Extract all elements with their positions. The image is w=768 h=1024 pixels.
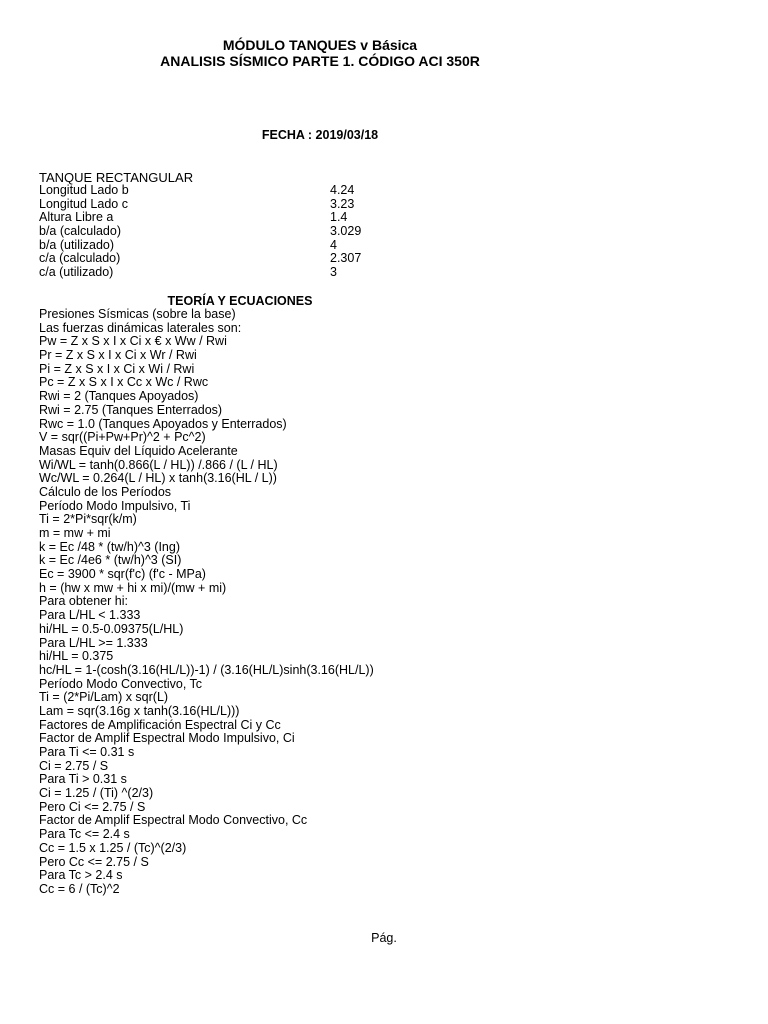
equation-line: Cc = 6 / (Tc)^2 <box>39 881 120 896</box>
equation-line: Para Ti <= 0.31 s <box>39 745 135 759</box>
equation-line: Rwi = 2.75 (Tanques Enterrados) <box>39 402 223 417</box>
param-value: 4 <box>330 237 337 252</box>
document-subtitle: ANALISIS SÍSMICO PARTE 1. CÓDIGO ACI 350R <box>160 53 480 69</box>
equation-line: Rwc = 1.0 (Tanques Apoyados y Enterrados) <box>39 416 287 431</box>
equation-line: Ec = 3900 * sqr(f'c) (f'c - MPa) <box>39 567 206 582</box>
param-value: 2.307 <box>330 251 362 266</box>
param-value: 1.4 <box>330 210 348 225</box>
param-row <box>39 252 439 266</box>
equation-line: Factor de Amplif Espectral Modo Convectivo, Cc <box>39 813 308 828</box>
equation-line: Ci = 2.75 / S <box>39 758 109 773</box>
equation-line: Pero Cc <= 2.75 / S <box>39 854 149 869</box>
equation-line: Período Modo Impulsivo, Ti <box>39 498 191 513</box>
param-label: b/a (calculado) <box>39 224 121 239</box>
equation-line: Para L/HL < 1.333 <box>39 608 141 623</box>
equation-line: k = Ec /48 * (tw/h)^3 (Ing) <box>39 539 180 554</box>
page-footer-label: Pág. <box>371 931 397 945</box>
param-row <box>39 184 439 198</box>
param-value: 3.23 <box>330 196 355 211</box>
tank-parameters <box>39 184 439 280</box>
equation-line: V = sqr((Pi+Pw+Pr)^2 + Pc^2) <box>39 430 206 445</box>
document-title: MÓDULO TANQUES v Básica <box>222 37 418 53</box>
equation-line: Factores de Amplificación Espectral Ci y Cc <box>39 717 281 732</box>
equation-line: m = mw + mi <box>39 526 111 540</box>
tank-type-label: TANQUE RECTANGULAR <box>39 170 194 185</box>
param-label: Longitud Lado b <box>39 183 129 197</box>
param-value: 4.24 <box>330 183 355 197</box>
equation-line: Ti = (2*Pi/Lam) x sqr(L) <box>39 690 169 705</box>
param-row <box>39 225 439 239</box>
param-row <box>39 266 439 280</box>
theory-lines <box>39 308 374 897</box>
theory-heading: TEORÍA Y ECUACIONES <box>167 294 313 308</box>
equation-line: Wi/WL = tanh(0.866(L / HL)) /.866 / (L / HL) <box>39 457 278 472</box>
equation-line: Período Modo Convectivo, Tc <box>39 676 203 691</box>
param-label: c/a (calculado) <box>39 251 121 266</box>
equation-line: Para L/HL >= 1.333 <box>39 635 148 650</box>
param-label: c/a (utilizado) <box>39 265 114 280</box>
param-row <box>39 198 439 212</box>
equation-line: Para Tc <= 2.4 s <box>39 827 130 842</box>
equation-line: Cc = 1.5 x 1.25 / (Tc)^(2/3) <box>39 840 187 855</box>
param-row <box>39 211 439 225</box>
equation-line: Las fuerzas dinámicas laterales son: <box>39 320 242 335</box>
param-label: Altura Libre a <box>39 210 114 225</box>
equation-line: Lam = sqr(3.16g x tanh(3.16(HL/L))) <box>39 703 240 718</box>
param-label: Longitud Lado c <box>39 196 128 211</box>
equation-line: Pr = Z x S x I x Ci x Wr / Rwi <box>39 348 197 363</box>
equation-line: Ti = 2*Pi*sqr(k/m) <box>39 512 137 527</box>
equation-line: hi/HL = 0.375 <box>39 649 114 664</box>
equation-line: Ci = 1.25 / (Ti) ^(2/3) <box>39 786 154 801</box>
equation-line: hi/HL = 0.5-0.09375(L/HL) <box>39 621 184 636</box>
param-value: 3 <box>330 265 337 280</box>
param-value: 3.029 <box>330 224 362 239</box>
equation-line: Cálculo de los Períodos <box>39 484 172 499</box>
param-label: b/a (utilizado) <box>39 237 115 252</box>
equation-line: Presiones Sísmicas (sobre la base) <box>39 307 236 321</box>
equation-line: Wc/WL = 0.264(L / HL) x tanh(3.16(HL / L)) <box>39 471 277 486</box>
equation-line: Rwi = 2 (Tanques Apoyados) <box>39 389 199 404</box>
equation-line: Para Ti > 0.31 s <box>39 772 127 787</box>
equation-line: Para obtener hi: <box>39 594 128 609</box>
equation-line: Pero Ci <= 2.75 / S <box>39 799 146 814</box>
equation-line: Masas Equiv del Líquido Acelerante <box>39 443 238 458</box>
document-date: FECHA : 2019/03/18 <box>261 128 379 142</box>
equation-line: Pc = Z x S x I x Cc x Wc / Rwc <box>39 375 209 390</box>
equation-line: hc/HL = 1-(cosh(3.16(HL/L))-1) / (3.16(HL/L)sinh(3.16(HL/L)) <box>39 662 374 677</box>
equation-line: k = Ec /4e6 * (tw/h)^3 (SI) <box>39 553 182 568</box>
equation-line: h = (hw x mw + hi x mi)/(mw + mi) <box>39 580 227 595</box>
equation-line: Para Tc > 2.4 s <box>39 868 123 883</box>
equation-line: Pw = Z x S x I x Ci x € x Ww / Rwi <box>39 334 227 349</box>
equation-line: Factor de Amplif Espectral Modo Impulsivo, Ci <box>39 731 295 746</box>
equation-line: Pi = Z x S x I x Ci x Wi / Rwi <box>39 361 195 376</box>
param-row <box>39 239 439 253</box>
